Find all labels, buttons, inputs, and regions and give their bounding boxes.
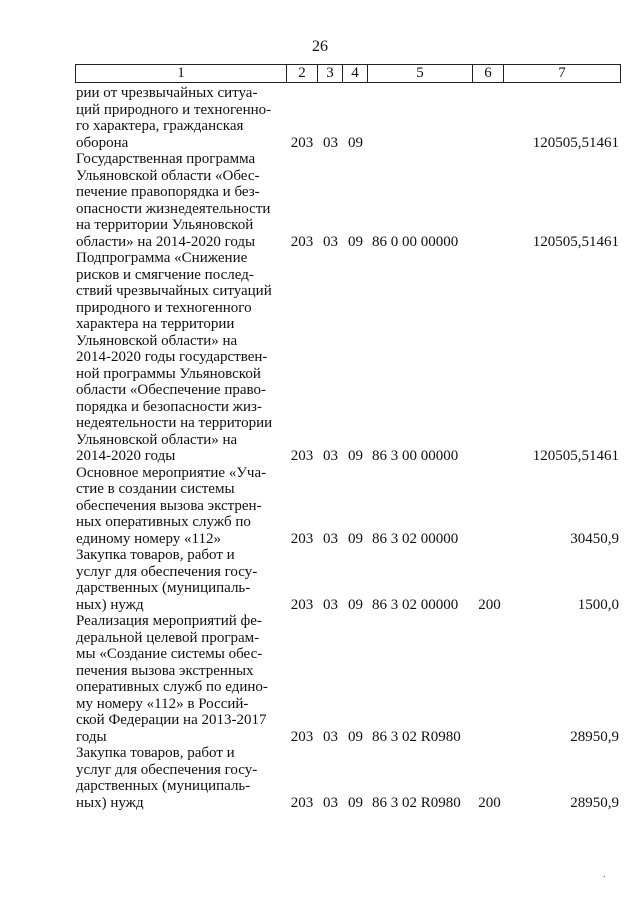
table-row — [76, 250, 620, 465]
section-code-cell: 03 — [323, 794, 338, 811]
amount-cell: 28950,9 — [570, 728, 619, 745]
target-article-cell: 86 0 00 00000 — [372, 233, 459, 250]
row-description — [76, 151, 286, 250]
column-header-6: 6 — [473, 65, 504, 82]
description-line: услуг для обеспечения госу- — [76, 563, 258, 580]
description-line: му номеру «112» в Россий- — [76, 695, 249, 712]
admin-code-cell: 203 — [290, 134, 314, 151]
description-line: ной программы Ульяновской — [76, 365, 261, 382]
section-code-cell: 03 — [323, 596, 338, 613]
description-line: на территории Ульяновской — [76, 217, 254, 233]
target-article-cell: 86 3 02 R0980 — [372, 794, 461, 811]
subsection-code-cell: 09 — [348, 448, 363, 464]
description-line: рии от чрезвычайных ситуа- — [76, 85, 258, 101]
description-line: ных) нужд — [76, 596, 144, 613]
section-code-cell: 03 — [323, 530, 338, 547]
description-line: области «Обеспечение право- — [76, 382, 266, 398]
description-line: опасности жизнедеятельности — [76, 200, 271, 217]
column-header-4: 4 — [343, 65, 368, 82]
row-description — [76, 85, 286, 151]
description-line: характера на территории — [76, 316, 235, 332]
description-line: ствий чрезвычайных ситуаций — [76, 283, 272, 299]
subsection-code-cell: 09 — [348, 233, 363, 250]
amount-cell: 1500,0 — [577, 596, 619, 613]
row-description — [76, 465, 286, 548]
description-line: ций природного и техногенно- — [76, 101, 272, 118]
description-line: услуг для обеспечения госу- — [76, 761, 258, 778]
admin-code-cell: 203 — [290, 530, 314, 547]
table-row — [76, 151, 620, 250]
table-header — [75, 64, 621, 83]
description-line: недеятельности на территории — [76, 415, 273, 431]
description-line: ных оперативных служб по — [76, 514, 251, 530]
description-line: 2014-2020 годы государствен- — [76, 349, 268, 365]
amount-cell: 120505,51461 — [532, 448, 619, 464]
section-code-cell: 03 — [323, 448, 338, 464]
target-article-cell: 86 3 02 00000 — [372, 596, 459, 613]
subsection-code-cell: 09 — [348, 530, 363, 547]
description-line: Подпрограмма «Снижение — [76, 250, 248, 266]
description-line: Ульяновской области «Обес- — [76, 167, 260, 184]
description-line: дарственных (муниципаль- — [76, 580, 251, 596]
amount-cell: 120505,51461 — [532, 134, 619, 151]
description-line: ской Федерации на 2013-2017 — [76, 712, 267, 728]
admin-code-cell: 203 — [290, 596, 314, 613]
description-line: Основное мероприятие «Уча- — [76, 464, 267, 481]
table-row — [76, 85, 620, 151]
expense-type-cell: 200 — [478, 794, 501, 811]
admin-code-cell: 203 — [290, 448, 314, 464]
section-code-cell: 03 — [323, 233, 338, 250]
description-line: оперативных служб по едино- — [76, 679, 268, 695]
target-article-cell: 86 3 02 R0980 — [372, 728, 461, 745]
row-description — [76, 745, 286, 811]
description-line: печения вызова экстренных — [76, 662, 254, 679]
section-code-cell: 03 — [323, 134, 338, 151]
description-line: Ульяновской области» на — [76, 431, 238, 448]
column-header-5: 5 — [368, 65, 473, 82]
table-row — [76, 547, 620, 613]
expense-type-cell: 200 — [478, 596, 501, 613]
scan-marks: · — [602, 872, 606, 883]
column-header-3: 3 — [318, 65, 343, 82]
row-description — [76, 613, 286, 745]
subsection-code-cell: 09 — [348, 728, 363, 745]
description-line: годы — [76, 728, 107, 745]
subsection-code-cell: 09 — [348, 794, 363, 811]
description-line: стие в создании системы — [76, 481, 235, 497]
description-line: порядка и безопасности жиз- — [76, 398, 262, 415]
page-number: 26 — [312, 38, 328, 55]
description-line: единому номеру «112» — [76, 530, 221, 547]
admin-code-cell: 203 — [290, 728, 314, 745]
description-line: Закупка товаров, работ и — [76, 547, 235, 563]
description-line: области» на 2014-2020 годы — [76, 233, 256, 250]
description-line: Реализация мероприятий фе- — [76, 613, 262, 629]
description-line: ных) нужд — [76, 794, 144, 811]
admin-code-cell: 203 — [290, 233, 314, 250]
description-line: 2014-2020 годы — [76, 448, 176, 464]
amount-cell: 30450,9 — [570, 530, 619, 547]
description-line: дарственных (муниципаль- — [76, 778, 251, 794]
row-description — [76, 547, 286, 613]
target-article-cell: 86 3 02 00000 — [372, 530, 459, 547]
description-line: деральной целевой програм- — [76, 629, 260, 646]
amount-cell: 28950,9 — [570, 794, 619, 811]
subsection-code-cell: 09 — [348, 596, 363, 613]
row-description — [76, 250, 286, 465]
description-line: природного и техногенного — [76, 299, 252, 316]
column-header-2: 2 — [287, 65, 318, 82]
target-article-cell: 86 3 00 00000 — [372, 448, 459, 464]
description-line: Закупка товаров, работ и — [76, 745, 235, 761]
description-line: рисков и смягчение послед- — [76, 266, 254, 283]
table-row — [76, 465, 620, 548]
column-header-1: 1 — [76, 65, 287, 82]
column-header-7: 7 — [558, 65, 566, 81]
description-line: оборона — [76, 134, 129, 151]
admin-code-cell: 203 — [290, 794, 314, 811]
description-line: печение правопорядка и без- — [76, 184, 260, 200]
table-body — [76, 85, 620, 811]
table-row — [76, 613, 620, 745]
subsection-code-cell: 09 — [348, 134, 363, 151]
description-line: Государственная программа — [76, 151, 256, 167]
description-line: го характера, гражданская — [76, 118, 244, 134]
description-line: Ульяновской области» на — [76, 332, 238, 349]
amount-cell: 120505,51461 — [532, 233, 619, 250]
description-line: обеспечения вызова экстрен- — [76, 497, 262, 514]
section-code-cell: 03 — [323, 728, 338, 745]
description-line: мы «Создание системы обес- — [76, 646, 263, 662]
table-row — [76, 745, 620, 811]
